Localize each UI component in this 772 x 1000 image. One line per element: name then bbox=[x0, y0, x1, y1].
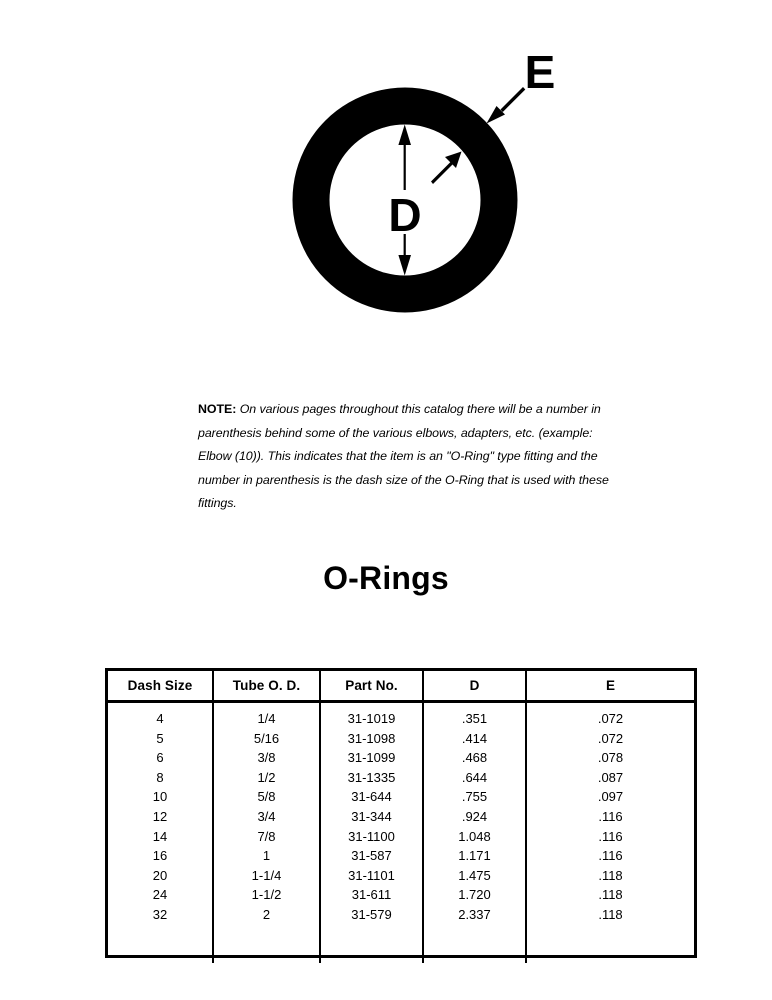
outer-band-leader-arrow bbox=[487, 87, 526, 124]
cell-d: .924 bbox=[423, 807, 526, 827]
empty-cell bbox=[213, 925, 320, 963]
cell-dash-size: 16 bbox=[108, 846, 213, 866]
cell-part-no: 31-1019 bbox=[320, 702, 423, 729]
o-ring-specifications-table bbox=[108, 671, 694, 963]
inner-diameter-label: D bbox=[388, 189, 422, 241]
cell-e: .116 bbox=[598, 828, 623, 844]
cell-tube-od: 1/4 bbox=[213, 702, 320, 729]
cell-tube-od: 1/2 bbox=[213, 768, 320, 788]
cell-part-no: 31-1100 bbox=[320, 827, 423, 847]
cell-dash-size: 10 bbox=[108, 787, 213, 807]
note-paragraph bbox=[198, 398, 610, 516]
cell-dash-size: 8 bbox=[108, 768, 213, 788]
empty-cell bbox=[423, 925, 526, 963]
cell-e: .118 bbox=[598, 906, 623, 922]
cell-part-no: 31-579 bbox=[320, 905, 423, 925]
cell-dash-size: 20 bbox=[108, 866, 213, 886]
cell-dash-size: 24 bbox=[108, 885, 213, 905]
cell-tube-od: 5/16 bbox=[213, 729, 320, 749]
empty-cell bbox=[526, 925, 694, 963]
note-text: On various pages throughout this catalog there will be a number in parenthesis behind some of the various elbows, adapters, etc. (example: Elbow (10)). This indicates that the item is an "O-Ring" type fitting and the number in parenthesis is the dash size of the O-Ring that is used with these fittings. bbox=[198, 402, 609, 510]
inner-diameter-label-group bbox=[388, 189, 421, 241]
cell-dash-size: 12 bbox=[108, 807, 213, 827]
cell-tube-od: 3/8 bbox=[213, 748, 320, 768]
cell-part-no: 31-344 bbox=[320, 807, 423, 827]
table-empty-space bbox=[108, 925, 694, 963]
cell-d: .468 bbox=[423, 748, 526, 768]
column-header-d: D bbox=[423, 671, 526, 702]
cell-d: .351 bbox=[423, 702, 526, 729]
page-title: O-Rings bbox=[323, 560, 449, 596]
cell-e: .072 bbox=[597, 711, 624, 726]
cell-e: .072 bbox=[597, 730, 624, 746]
cell-d: 1.720 bbox=[423, 885, 526, 905]
empty-cell bbox=[320, 925, 423, 963]
cell-tube-od: 5/8 bbox=[213, 787, 320, 807]
cell-d: .414 bbox=[423, 729, 526, 749]
empty-cell bbox=[108, 925, 213, 963]
cell-d: 2.337 bbox=[423, 905, 526, 925]
table-row bbox=[108, 768, 694, 788]
cell-dash-size: 4 bbox=[108, 702, 213, 729]
cell-tube-od: 1-1/4 bbox=[213, 866, 320, 886]
note-label: NOTE: bbox=[198, 402, 237, 416]
cell-d: 1.048 bbox=[423, 827, 526, 847]
cell-e: .118 bbox=[598, 887, 623, 903]
table-row bbox=[108, 846, 694, 866]
cell-part-no: 31-587 bbox=[320, 846, 423, 866]
band-thickness-arrow bbox=[431, 152, 462, 185]
column-header-tube-od: Tube O. D. bbox=[213, 671, 320, 702]
cell-d: 1.171 bbox=[423, 846, 526, 866]
cell-part-no: 31-1101 bbox=[320, 866, 423, 886]
table-row bbox=[108, 702, 694, 729]
cell-part-no: 31-611 bbox=[320, 885, 423, 905]
cell-e: .118 bbox=[598, 867, 623, 883]
cell-tube-od: 3/4 bbox=[213, 807, 320, 827]
outer-band-label: E bbox=[524, 46, 556, 98]
cell-e: .116 bbox=[598, 808, 623, 824]
cell-d: 1.475 bbox=[423, 866, 526, 886]
cell-e: .116 bbox=[598, 848, 623, 864]
column-header-dash-size: Dash Size bbox=[108, 671, 213, 702]
column-header-part-no: Part No. bbox=[320, 671, 423, 702]
table-row bbox=[108, 827, 694, 847]
cell-e: .087 bbox=[597, 769, 624, 785]
table-row bbox=[108, 905, 694, 925]
cell-dash-size: 5 bbox=[108, 729, 213, 749]
o-ring-diagram bbox=[0, 0, 772, 340]
cell-dash-size: 6 bbox=[108, 748, 213, 768]
cell-part-no: 31-1099 bbox=[320, 748, 423, 768]
table-row bbox=[108, 807, 694, 827]
cell-part-no: 31-644 bbox=[320, 787, 423, 807]
table-row bbox=[108, 866, 694, 886]
table-row bbox=[108, 787, 694, 807]
cell-d: .644 bbox=[423, 768, 526, 788]
column-header-e: E bbox=[526, 671, 694, 702]
cell-part-no: 31-1098 bbox=[320, 729, 423, 749]
cell-tube-od: 2 bbox=[213, 905, 320, 925]
table-row bbox=[108, 885, 694, 905]
table-header-row bbox=[108, 671, 694, 702]
cell-d: .755 bbox=[423, 787, 526, 807]
cell-dash-size: 14 bbox=[108, 827, 213, 847]
cell-dash-size: 32 bbox=[108, 905, 213, 925]
cell-part-no: 31-1335 bbox=[320, 768, 423, 788]
o-ring-table-container bbox=[105, 668, 697, 958]
table-row bbox=[108, 729, 694, 749]
cell-tube-od: 7/8 bbox=[213, 827, 320, 847]
cell-tube-od: 1 bbox=[213, 846, 320, 866]
cell-e: .097 bbox=[597, 789, 624, 805]
cell-tube-od: 1-1/2 bbox=[213, 885, 320, 905]
cell-e: .078 bbox=[597, 750, 624, 766]
table-row bbox=[108, 748, 694, 768]
